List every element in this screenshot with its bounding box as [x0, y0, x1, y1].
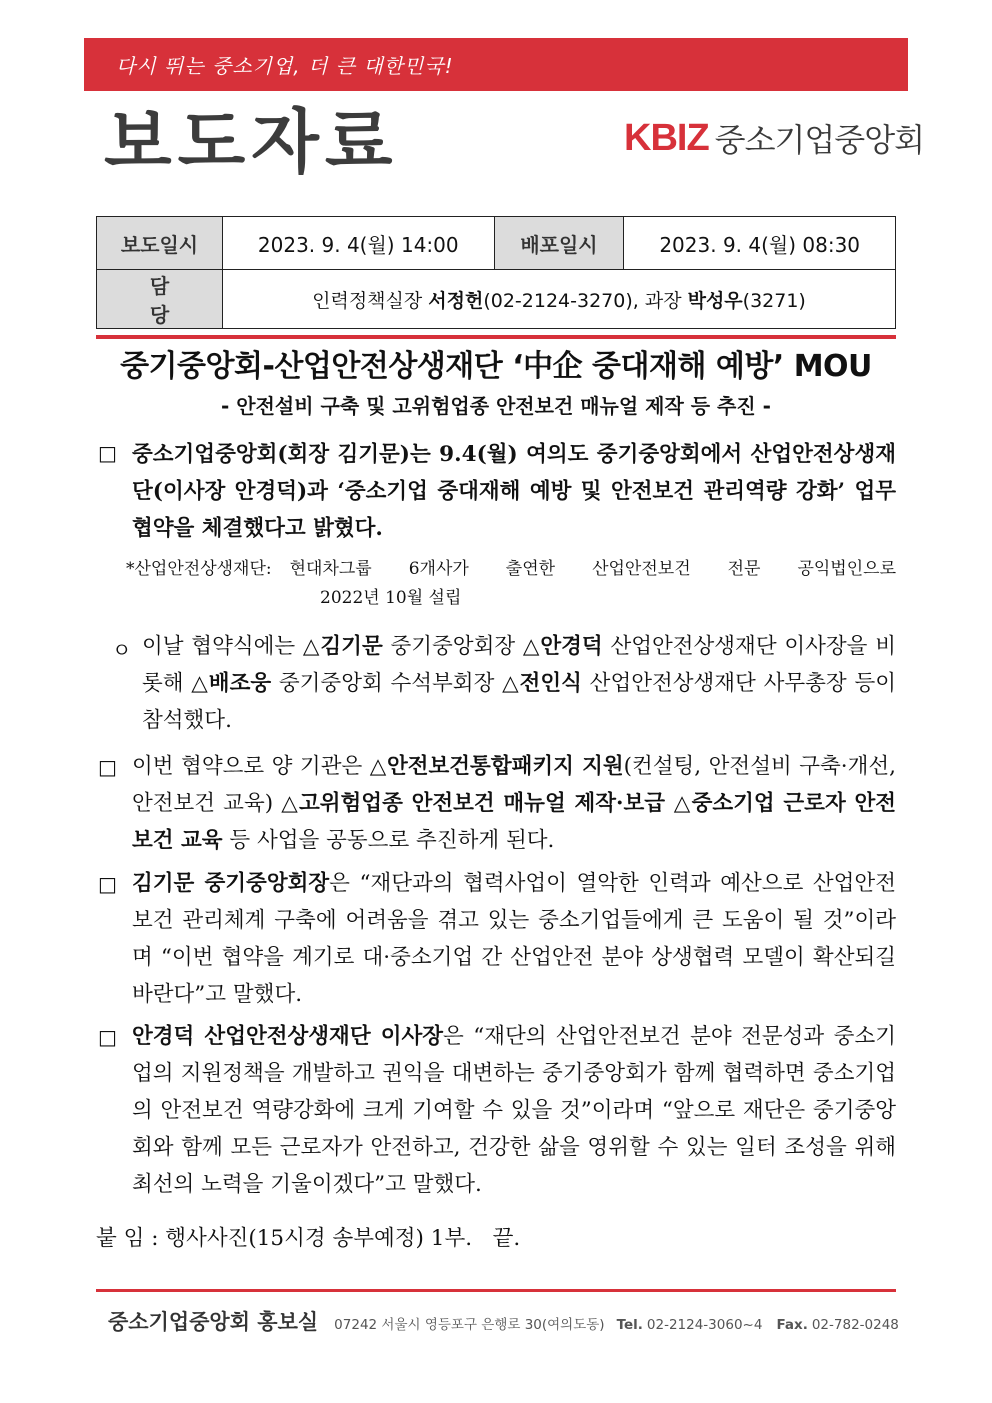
contact-role1: 인력정책실장 — [312, 289, 429, 312]
p2-name-1: 김기문 — [320, 634, 383, 659]
paragraph-4 — [132, 865, 896, 1013]
contact-label: 담당 — [97, 270, 223, 329]
contact-phone2: (3271) — [742, 289, 806, 312]
p2-text-e: 산업안전상생재단 사무총장 등이 참석했다. — [142, 671, 896, 733]
subheadline: - 안전설비 구축 및 고위험업종 안전보건 매뉴얼 제작 등 추진 - — [221, 394, 771, 418]
p3-bold-1: △안전보건통합패키지 지원 — [369, 754, 624, 779]
paragraph-1: 중소기업중앙회(회장 김기문)는 9.4(월) 여의도 중기중앙회에서 산업안전상생재단(이사장 안경덕)과 ‘중소기업 중대재해 예방 및 안전보건 관리역량 강화’ 업무협약을 체결했다고 밝혔다. — [132, 442, 896, 541]
page-title: 보도자료 — [104, 101, 399, 183]
p3-text-a: 이번 협약으로 양 기관은 — [132, 754, 370, 779]
square-bullet: □ — [98, 1025, 117, 1049]
square-bullet: □ — [98, 755, 117, 779]
footnote — [126, 555, 896, 613]
p5-text: 은 “재단의 산업안전보건 분야 전문성과 중소기업의 지원정책을 개발하고 권익을 대변하는 중기중앙회가 함께 협력하면 중소기업의 안전보건 역량강화에 크게 기여할 수 있을 것”이라며 “앞으로 재단은 중기중앙회와 함께 모든 근로자가 안전하고, 건강한 삶을 영위할 수 있는 일터 조성을 위해 최선의 노력을 기울이겠다”고 말했다. — [132, 1024, 896, 1197]
headline-rule — [96, 335, 896, 339]
p2-text-d: 중기중앙회 수석부회장 △ — [271, 671, 520, 696]
p4-text: 은 “재단과의 협력사업이 열악한 인력과 예산으로 산업안전보건 관리체계 구축에 어려움을 겪고 있는 중소기업들에게 큰 도움이 될 것”이라며 “이번 협약을 계기로 대·중소기업 간 산업안전 분야 상생협력 모델이 확산되길 바란다”고 말했다. — [132, 871, 896, 1007]
footnote-label: *산업안전상생재단: — [126, 559, 272, 579]
release-info-table — [96, 216, 896, 329]
p4-speaker: 김기문 중기중앙회장 — [132, 871, 330, 896]
footer-tel: 02-2124-3060~4 — [646, 1317, 763, 1333]
distribution-date-value: 2023. 9. 4(월) 08:30 — [624, 217, 896, 270]
contact-value — [222, 270, 895, 329]
circle-bullet: ㅇ — [112, 638, 132, 662]
release-date-value: 2023. 9. 4(월) 14:00 — [222, 217, 494, 270]
contact-name2: 박성우 — [687, 289, 743, 312]
p3-text-c: (컨설팅, 안전설비 구축·개선, 안전보건 교육) — [132, 754, 896, 816]
footer-org: 중소기업중앙회 홍보실 — [108, 1310, 319, 1334]
p3-bold-2: △고위험업종 안전보건 매뉴얼 제작·보급 △중소기업 근로자 안전보건 교육 — [132, 791, 896, 853]
footer-address: 07242 서울시 영등포구 은행로 30(여의도동) — [334, 1317, 605, 1333]
p3-text-d: 등 사업을 공동으로 추진하게 된다. — [222, 828, 555, 853]
p2-name-4: 전인식 — [519, 671, 582, 696]
p2-text-a: 이날 협약식에는 △ — [142, 634, 321, 659]
kbiz-logo — [624, 116, 924, 160]
distribution-date-label: 배포일시 — [494, 217, 624, 270]
footer — [108, 1306, 913, 1336]
contact-phone1: (02-2124-3270), 과장 — [483, 289, 688, 312]
footnote-text-2: 2022년 10월 설립 — [320, 588, 462, 608]
logo-mark: KBIZ — [624, 116, 709, 159]
banner-slogan: 다시 뛰는 중소기업, 더 큰 대한민국! — [116, 54, 454, 78]
contact-name1: 서정헌 — [428, 289, 484, 312]
square-bullet: □ — [98, 872, 117, 896]
footer-tel-label: Tel. — [616, 1317, 643, 1333]
footer-rule — [96, 1289, 896, 1292]
paragraph-5 — [132, 1018, 896, 1203]
footnote-text: 현대차그룹 6개사가 출연한 산업안전보건 전문 공익법인으로 — [289, 559, 896, 579]
release-date-label: 보도일시 — [97, 217, 223, 270]
paragraph-2 — [142, 628, 896, 739]
logo-name: 중소기업중앙회 — [714, 121, 925, 159]
p5-speaker: 안경덕 산업안전상생재단 이사장 — [132, 1024, 444, 1049]
p2-text-b: 중기중앙회장 △ — [382, 634, 541, 659]
footer-fax-label: Fax. — [776, 1317, 808, 1333]
p2-name-2: 안경덕 — [540, 634, 603, 659]
paragraph-3 — [132, 748, 896, 859]
top-banner — [84, 38, 908, 91]
p2-name-3: 배조웅 — [208, 671, 272, 696]
p2-text-c: 산업안전상생재단 이사장을 비롯해 △ — [142, 634, 896, 696]
square-bullet: □ — [98, 441, 117, 465]
footer-fax: 02-782-0248 — [811, 1317, 899, 1333]
headline: 중기중앙회-산업안전상생재단 ‘中企 중대재해 예방’ MOU — [120, 349, 872, 384]
attachment-line: 붙 임 : 행사사진(15시경 송부예정) 1부. 끝. — [96, 1226, 521, 1251]
